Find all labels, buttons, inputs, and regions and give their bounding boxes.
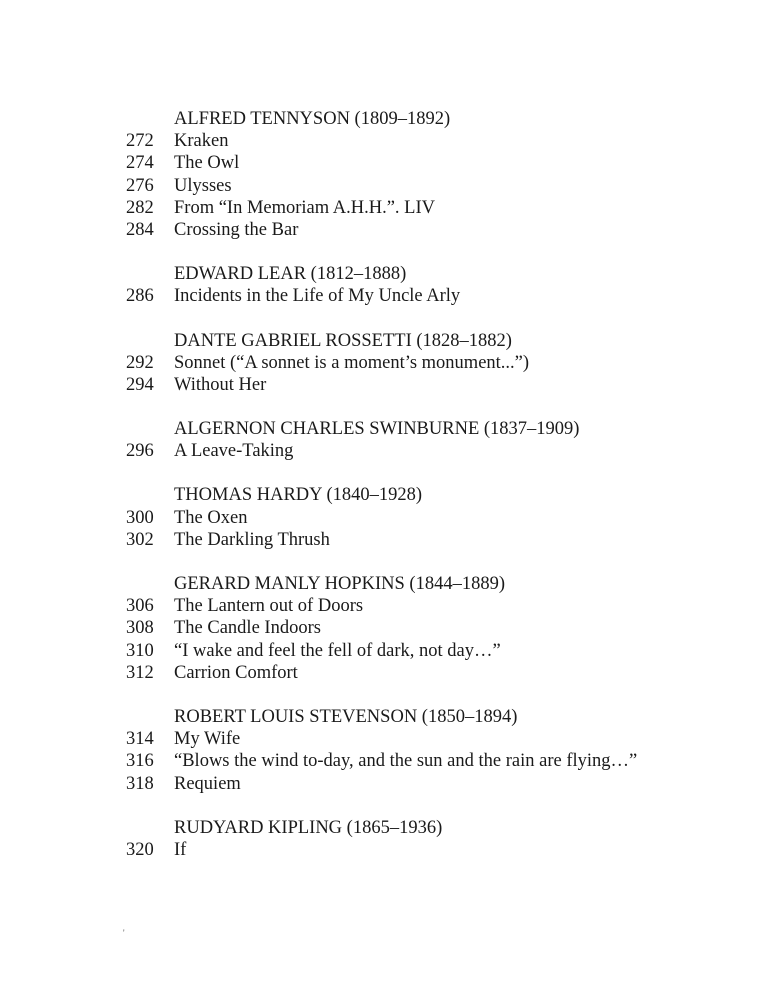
toc-section [0, 418, 772, 462]
entry-title: The Owl [174, 153, 240, 174]
toc-section [0, 108, 772, 241]
toc-entry [0, 175, 772, 197]
entry-page-number: 318 [126, 773, 154, 794]
entry-title: My Wife [174, 729, 241, 750]
toc-entry [0, 197, 772, 219]
entry-title: From “In Memoriam A.H.H.”. LIV [174, 197, 436, 218]
entry-title: Kraken [174, 131, 229, 152]
entry-page-number: 276 [126, 175, 154, 196]
entry-page-number: 284 [126, 219, 154, 240]
toc-entry [0, 440, 772, 462]
entry-title: Without Her [174, 374, 267, 395]
entry-page-number: 316 [126, 751, 154, 772]
author-name: ALGERNON CHARLES SWINBURNE (1837–1909) [174, 419, 580, 440]
toc-entry [0, 839, 772, 861]
entry-page-number: 314 [126, 729, 154, 750]
author-heading [0, 573, 772, 595]
toc-entry [0, 640, 772, 662]
toc-entry [0, 507, 772, 529]
toc-section [0, 706, 772, 795]
toc-entry [0, 617, 772, 639]
author-heading [0, 817, 772, 839]
entry-page-number: 294 [126, 374, 154, 395]
corner-mark: ' [123, 928, 125, 938]
entry-title: The Candle Indoors [174, 618, 321, 639]
toc-entry [0, 750, 772, 772]
toc-section [0, 817, 772, 861]
toc-entry [0, 662, 772, 684]
entry-title: Incidents in the Life of My Uncle Arly [174, 286, 461, 307]
author-name: ALFRED TENNYSON (1809–1892) [174, 109, 451, 129]
toc-entry [0, 529, 772, 551]
entry-page-number: 306 [126, 596, 154, 617]
entry-page-number: 282 [126, 197, 154, 218]
toc-entry [0, 219, 772, 241]
entry-page-number: 308 [126, 618, 154, 639]
entry-title: Requiem [174, 773, 241, 794]
author-heading [0, 263, 772, 285]
entry-page-number: 302 [126, 529, 154, 550]
author-name: ROBERT LOUIS STEVENSON (1850–1894) [174, 706, 518, 727]
toc-entry [0, 152, 772, 174]
entry-title: The Lantern out of Doors [174, 596, 364, 617]
entry-title: “Blows the wind to-day, and the sun and the rain are flying…” [174, 751, 638, 772]
toc-section [0, 484, 772, 551]
toc-entry [0, 773, 772, 795]
author-name: GERARD MANLY HOPKINS (1844–1889) [174, 574, 505, 594]
author-heading [0, 706, 772, 728]
entry-title: Carrion Comfort [174, 662, 298, 683]
entry-page-number: 310 [126, 640, 154, 661]
entry-page-number: 296 [126, 441, 154, 462]
toc-entry [0, 130, 772, 152]
toc-section [0, 263, 772, 307]
author-name: THOMAS HARDY (1840–1928) [174, 485, 423, 506]
entry-page-number: 320 [126, 839, 154, 860]
toc-entry [0, 374, 772, 396]
author-heading [0, 108, 772, 130]
author-heading [0, 418, 772, 440]
entry-title: “I wake and feel the fell of dark, not day…” [174, 640, 501, 661]
entry-page-number: 286 [126, 286, 154, 307]
entry-page-number: 312 [126, 662, 154, 683]
toc-section [0, 573, 772, 684]
entry-page-number: 300 [126, 507, 154, 528]
entry-title: The Oxen [174, 507, 248, 528]
entry-title: If [174, 839, 187, 860]
entry-title: Sonnet (“A sonnet is a moment’s monument...”) [174, 352, 530, 373]
toc-section [0, 330, 772, 397]
entry-page-number: 292 [126, 352, 154, 373]
author-name: RUDYARD KIPLING (1865–1936) [174, 817, 443, 838]
author-heading [0, 330, 772, 352]
table-of-contents [0, 108, 772, 883]
toc-entry [0, 728, 772, 750]
toc-entry [0, 285, 772, 307]
entry-page-number: 272 [126, 131, 154, 152]
author-name: DANTE GABRIEL ROSSETTI (1828–1882) [174, 330, 512, 351]
entry-title: The Darkling Thrush [174, 529, 330, 550]
author-name: EDWARD LEAR (1812–1888) [174, 264, 407, 285]
author-heading [0, 484, 772, 506]
entry-title: A Leave-Taking [174, 441, 294, 462]
entry-title: Ulysses [174, 175, 232, 196]
toc-entry [0, 595, 772, 617]
toc-entry [0, 352, 772, 374]
entry-title: Crossing the Bar [174, 219, 299, 240]
entry-page-number: 274 [126, 153, 154, 174]
